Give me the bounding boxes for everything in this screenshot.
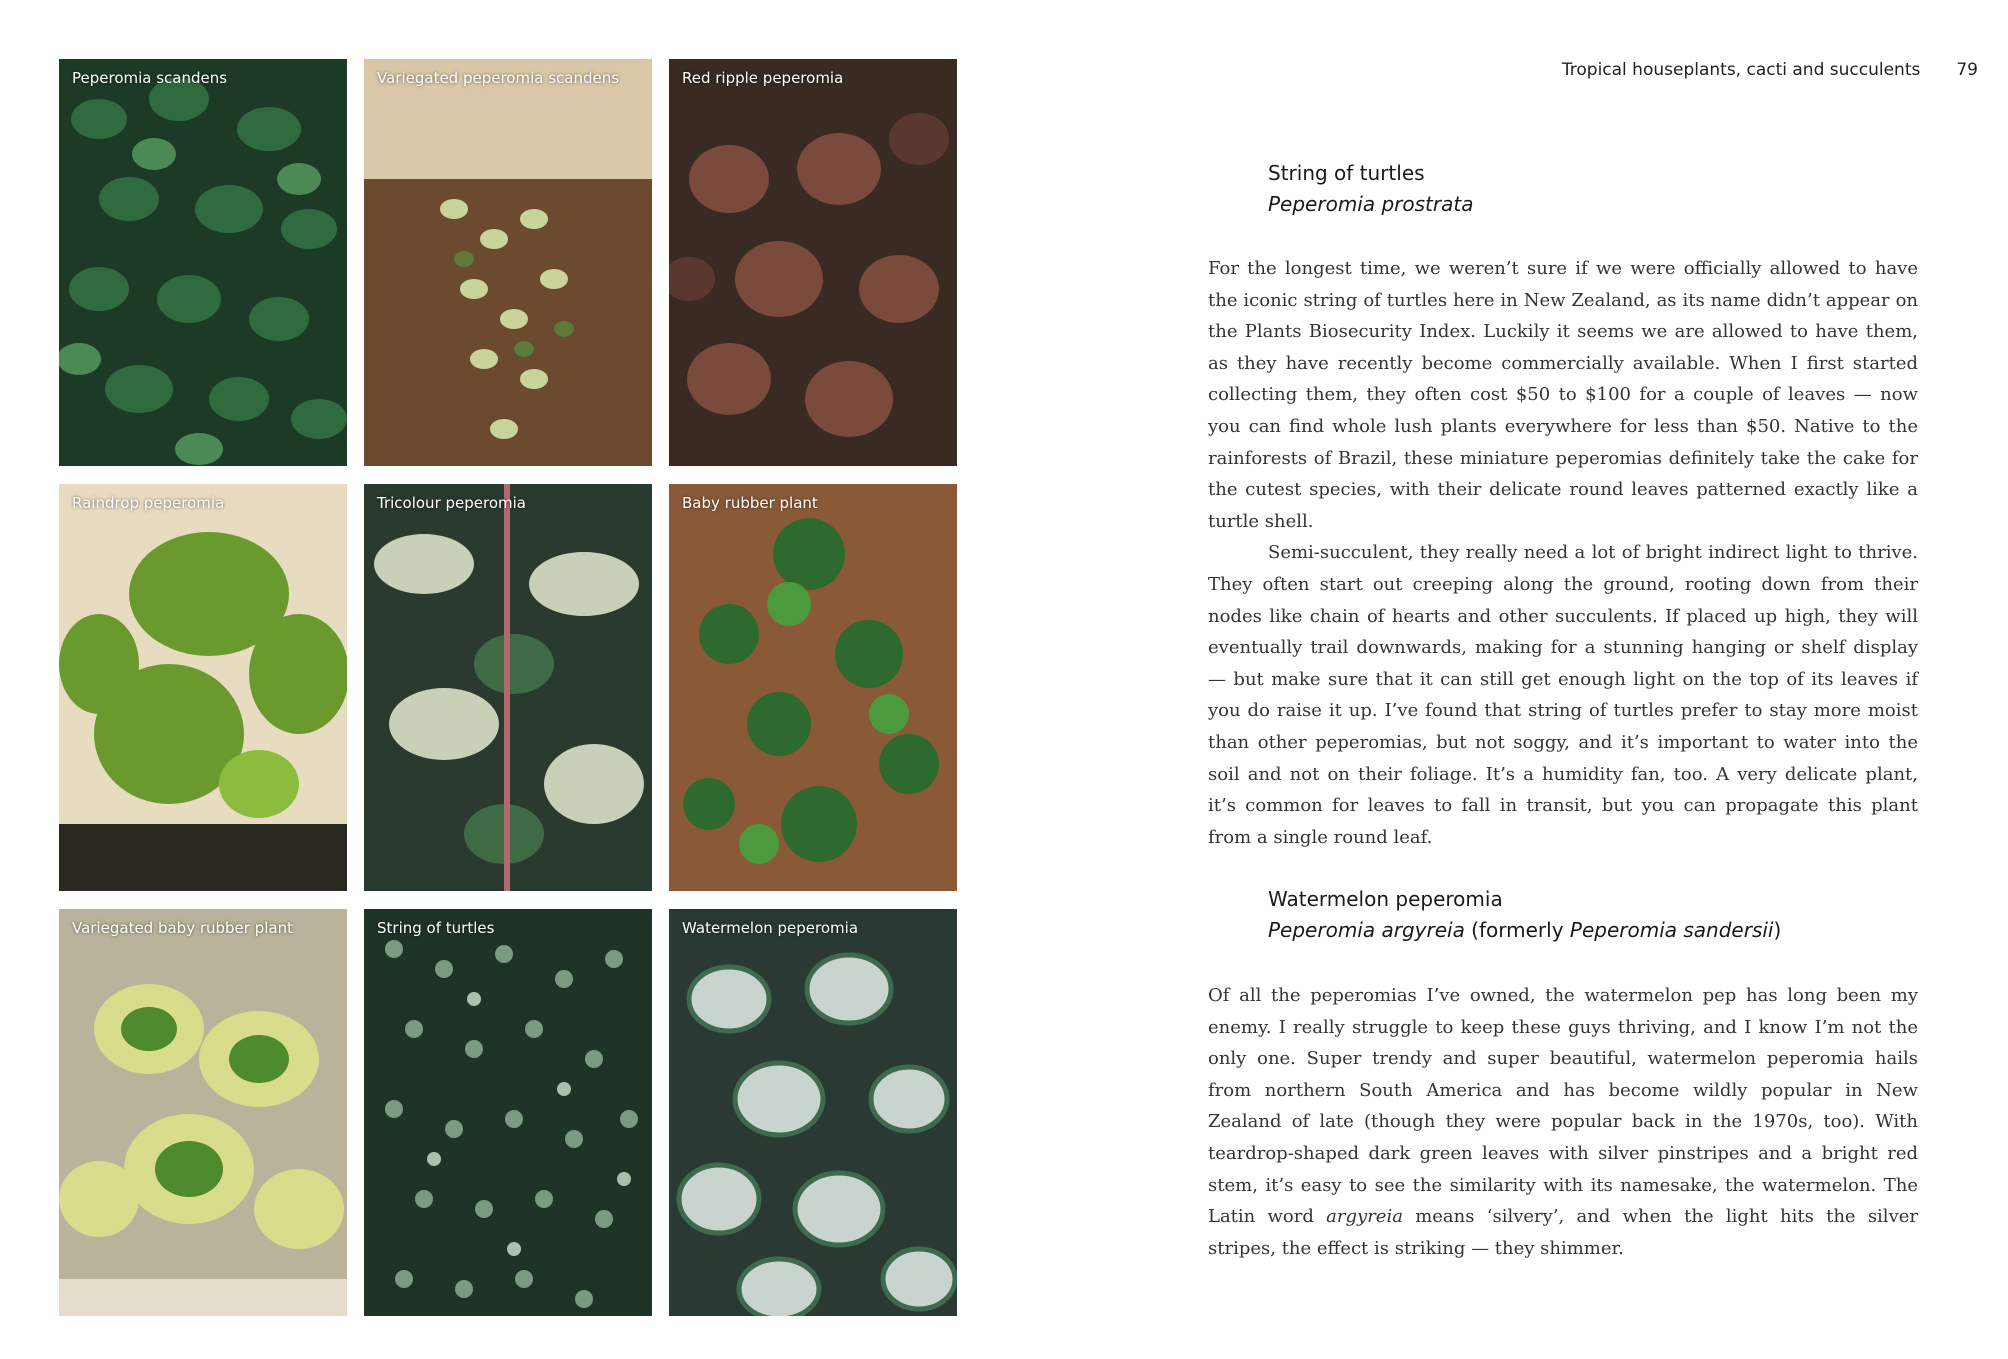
section-heading-watermelon-peperomia bbox=[1268, 884, 1948, 946]
formerly-suffix: ) bbox=[1773, 918, 1782, 942]
latin-name: Peperomia prostrata bbox=[1268, 192, 1474, 216]
running-head bbox=[1500, 60, 1978, 80]
photo-caption: Variegated peperomia scandens bbox=[377, 69, 620, 87]
photo-variegated-baby-rubber-plant bbox=[59, 909, 347, 1316]
photo-variegated-peperomia-scandens bbox=[364, 59, 652, 466]
photo-grid bbox=[59, 59, 957, 1316]
italic-term: argyreia bbox=[1326, 1206, 1403, 1228]
body-text-watermelon-peperomia bbox=[1208, 980, 1918, 1264]
former-latin-name: Peperomia sandersii bbox=[1569, 918, 1774, 942]
photo-caption: Peperomia scandens bbox=[72, 69, 228, 87]
paragraph: For the longest time, we weren’t sure if we were officially allowed to have the iconic string of turtles here in New Zealand, as its name didn’t appear on the Plants Biosecurity Index. Luckily it seems we are allowed to have them, as they have recently become commercially available. When I first started collecting them, they often cost $50 to $100 for a couple of leaves — now you can find whole lush plants everywhere for less than $50. Native to the rainforests of Brazil, these miniature peperomias definitely take the cake for the cutest species, with their delicate round leaves patterned exactly like a turtle shell. bbox=[1208, 258, 1918, 532]
leaf-photo-image bbox=[364, 909, 652, 1316]
page-number: 79 bbox=[1956, 60, 1978, 80]
photo-red-ripple-peperomia bbox=[669, 59, 957, 466]
section-heading-string-of-turtles bbox=[1268, 158, 1948, 220]
photo-watermelon-peperomia bbox=[669, 909, 957, 1316]
photo-caption: Red ripple peperomia bbox=[682, 69, 844, 87]
common-name: String of turtles bbox=[1268, 161, 1425, 185]
common-name: Watermelon peperomia bbox=[1268, 887, 1503, 911]
leaf-photo-image bbox=[364, 59, 652, 466]
photo-caption: Baby rubber plant bbox=[682, 494, 818, 512]
photo-raindrop-peperomia bbox=[59, 484, 347, 891]
paragraph-text: means ‘silvery’, and when the light hits the silver stripes, the effect is striking — they shimmer. bbox=[1208, 1206, 1918, 1259]
leaf-photo-image bbox=[59, 59, 347, 466]
leaf-photo-image bbox=[364, 484, 652, 891]
leaf-photo-image bbox=[59, 909, 347, 1316]
photo-caption: String of turtles bbox=[377, 919, 495, 937]
photo-caption: Variegated baby rubber plant bbox=[72, 919, 293, 937]
paragraph-text: Of all the peperomias I’ve owned, the watermelon pep has long been my enemy. I really struggle to keep these guys thriving, and I know I’m not the only one. Super trendy and super beautiful, watermelon peperomia hails from northern South America and has become wildly popular in New Zealand of late (though they were popular back in the 1970s, too). With teardrop-shaped dark green leaves with silver pinstripes and a bright red stem, it’s easy to see the similarity with its namesake, the watermelon. The Latin word bbox=[1208, 985, 1918, 1228]
photo-baby-rubber-plant bbox=[669, 484, 957, 891]
leaf-photo-image bbox=[669, 909, 957, 1316]
paragraph bbox=[1208, 980, 1918, 1264]
paragraph: Semi-succulent, they really need a lot of bright indirect light to thrive. They often start out creeping along the ground, rooting down from their nodes like chain of hearts and other succulents. If placed up high, they will eventually trail downwards, making for a stunning hanging or shelf display — but make sure that it can still get enough light on the top of its leaves if you do raise it up. I’ve found that string of turtles prefer to stay more moist than other peperomias, but not soggy, and it’s important to water into the soil and not on their foliage. It’s a humidity fan, too. A very delicate plant, it’s common for leaves to fall in transit, but you can propagate this plant from a single round leaf. bbox=[1208, 542, 1918, 848]
photo-caption: Tricolour peperomia bbox=[377, 494, 526, 512]
running-head-title: Tropical houseplants, cacti and succulents bbox=[1561, 60, 1921, 80]
latin-name: Peperomia argyreia bbox=[1268, 918, 1465, 942]
photo-caption: Watermelon peperomia bbox=[682, 919, 859, 937]
leaf-photo-image bbox=[59, 484, 347, 891]
body-text-string-of-turtles bbox=[1208, 253, 1918, 853]
latin-name-line bbox=[1268, 915, 1948, 946]
photo-string-of-turtles bbox=[364, 909, 652, 1316]
photo-peperomia-scandens bbox=[59, 59, 347, 466]
leaf-photo-image bbox=[669, 59, 957, 466]
photo-tricolour-peperomia bbox=[364, 484, 652, 891]
formerly-prefix: (formerly bbox=[1464, 918, 1570, 942]
photo-caption: Raindrop peperomia bbox=[72, 494, 225, 512]
leaf-photo-image bbox=[669, 484, 957, 891]
